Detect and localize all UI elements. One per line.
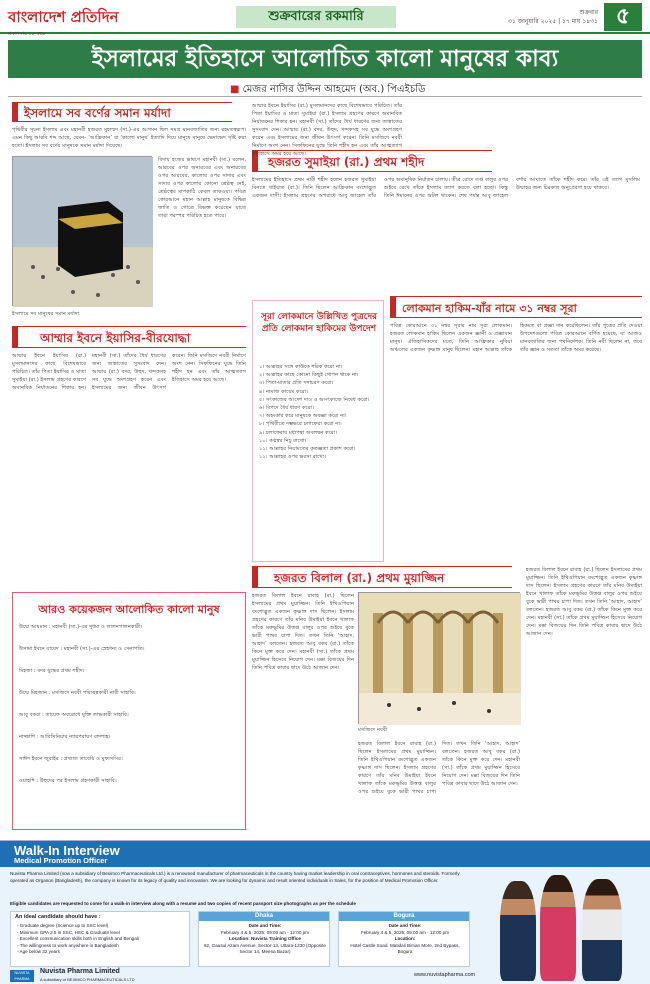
- article-body-bilal-b: হজরত বিলাল ইবনে রাবাহ (রা.) ছিলেন ইসলামের প্রথম মুয়াজ্জিন। তিনি ইথিওপিয়ান বংশোদ্ভূত একজন কৃষ্ণাঙ্গ দাস ছিলেন। ইসলাম গ্রহণের কারণে তাঁর মনিব উমাইয়া ইবনে খালাফ তাঁকে মরুভূমির উত্তপ্ত বালুর ওপর শুইয়ে বুকে ভারী পাথর চাপা দিত। তখন তিনি ‘আহাদ, আহাদ’ বলতেন। হজরত আবু বকর (রা.) তাঁকে কিনে মুক্ত করে দেন। মহানবী (সা.) তাঁকে প্রথম মুয়াজ্জিন হিসেবে নিয়োগ দেন। মক্কা বিজয়ের দিন তিনি পবিত্র কাবার ছাদে উঠে আজান দেন।: [358, 741, 520, 795]
- kaaba-illustration: [13, 157, 153, 307]
- dhaka-loc: 62, Gausul Azam Avenue, Sector-13, Uttara-1230 (Opposite Sector 14, Meena Bazar): [204, 942, 326, 954]
- article-title-bilal: হজরত বিলাল (রা.) প্রথম মুয়াজ্জিন: [274, 571, 445, 585]
- list-item: - Graduate degree (Science up to SSC level): [17, 923, 109, 928]
- lokman-advice-list: [259, 363, 381, 461]
- article-body-bilal-c: হজরত বিলাল ইবনে রাবাহ (রা.) ছিলেন ইসলামের প্রথম মুয়াজ্জিন। তিনি ইথিওপিয়ান বংশোদ্ভূত একজন কৃষ্ণাঙ্গ দাস ছিলেন। ইসলাম গ্রহণের কারণে তাঁর মনিব উমাইয়া ইবনে খালাফ তাঁকে মরুভূমির উত্তপ্ত বালুর ওপর শুইয়ে বুকে ভারী পাথর চাপা দিত। তখন তিনি ‘আহাদ, আহাদ’ বলতেন। হজরত আবু বকর (রা.) তাঁকে কিনে মুক্ত করে দেন। মহানবী (সা.) তাঁকে প্রথম মুয়াজ্জিন হিসেবে নিয়োগ দেন। মক্কা বিজয়ের দিন তিনি পবিত্র কাবার ছাদে উঠে আজান দেন।: [526, 567, 642, 637]
- article-heading-bar: [390, 296, 642, 318]
- article-heading-bar: [12, 102, 232, 122]
- logo-subtitle: প্রকাশনার ১৮ বছর: [8, 31, 46, 37]
- newspaper-logo[interactable]: [8, 6, 119, 39]
- issue-date: [508, 8, 598, 26]
- person-photo: [540, 875, 576, 981]
- dhaka-dt-label: Date and Time:: [248, 923, 282, 928]
- ad-title: Walk-In Interview: [14, 843, 120, 858]
- article-body-sumaiya-a: আম্মার ইবনে ইয়াসির (রা.) মুসলমানদের কাছে বিশেষভাবে পরিচিত। তাঁর পিতা ইয়াসির ও মাতা সুমাইয়া (রা.) ইসলাম গ্রহণের কারণে অমানবিক নির্যাতনের শিকার হন। মহানবী (সা.) তাঁদের ধৈর্য ধারণের জন্য জান্নাতের সুসংবাদ দেন। আম্মার (রা.) বদর, উহুদ, খন্দকসহ সব যুদ্ধে অংশগ্রহণ করেন এবং ইসলামের জন্য জীবন উৎসর্গ করেন। তিনি মসজিদে নববী নির্মাণে অংশ নেন। সিফফিনের যুদ্ধে তিনি শহীদ হন এবং তাঁর আত্মত্যাগ ইতিহাসে অমর হয়ে আছে।: [252, 103, 402, 157]
- page-number: ৫: [604, 3, 642, 31]
- dhaka-details: [203, 923, 327, 956]
- person-photo: [500, 881, 536, 981]
- ad-subtitle: Medical Promotion Officer: [14, 856, 108, 865]
- list-item: ২। আল্লাহর কাছে কোনো কিছুই গোপন থাকে না।: [259, 372, 359, 379]
- ideal-list: [17, 923, 189, 956]
- article-body-sumaiya: ইসলামের ইতিহাসে প্রথম নারী শহীদ হলেন হজরত সুমাইয়া বিনতে খাইয়াত (রা.)। তিনি ছিলেন আফ্রিকান বংশোদ্ভূত একজন দাসী। ইসলাম গ্রহণের অপরাধে আবু জাহেল তাঁর ওপর অমানুষিক নির্যাতন চালায়। তীব্র রোদে তপ্ত বালুর ওপর শুইয়ে রেখে তাঁকে ইসলাম ত্যাগ করতে বলা হতো। কিন্তু তিনি ঈমানের ওপর অটল থাকেন। শেষ পর্যন্ত আবু জাহেল বর্শার আঘাতে তাঁকে শহীদ করে। তাঁর এই ত্যাগ মুসলিম উম্মাহর জন্য চিরকাল অনুপ্রেরণা হয়ে থাকবে।: [252, 177, 640, 199]
- list-item: ৭। অহংকার করে মানুষকে অবজ্ঞা করো না।: [259, 413, 347, 420]
- ad-eligibility: Eligible candidates are requested to come for a walk-in interview along with a resume and two copies of recent passport size photographs as per the schedule: [10, 901, 356, 906]
- list-item: - The willingness to work anywhere in Bangladesh: [17, 942, 119, 948]
- bogura-loc-label: Location:: [394, 936, 416, 941]
- list-item: - Excellent communication skills both in English and Bengali: [17, 936, 139, 941]
- issue-date-text: ৩১ জানুয়ারি ২০২৫ | ১৭ মাঘ ১৪৩১: [508, 18, 598, 25]
- list-item: ৪। নামাজ কায়েম করো।: [259, 388, 308, 395]
- mosque-photo: [358, 592, 520, 724]
- lokman-advice-box: [252, 300, 384, 562]
- list-item: ওয়াহশি : উহুদের পর ইসলাম গ্রহণকারী সাহাবি।: [19, 778, 117, 784]
- mosque-illustration: [359, 593, 521, 725]
- dhaka-heading: Dhaka: [199, 912, 329, 921]
- author-bullet-icon: ■: [230, 84, 240, 95]
- list-item: ৩। পিতা-মাতার প্রতি সদাচরণ করো।: [259, 380, 334, 387]
- person-photo: [582, 879, 622, 981]
- article-title-ammar: আম্মার ইবনে ইয়াসির-বীরযোদ্ধা: [40, 331, 191, 345]
- list-item: ৫। সৎকাজের আদেশ দাও ও অসৎকাজে নিষেধ করো।: [259, 396, 370, 403]
- list-item: ১০। কণ্ঠস্বর নিচু রাখো।: [259, 437, 307, 444]
- list-item: ১১। আল্লাহর নিয়ামতের কৃতজ্ঞতা প্রকাশ করো।: [259, 446, 356, 453]
- company-name: Nuvista Pharma Limited: [40, 968, 120, 975]
- article-body-lokman: পবিত্র কোরআনে ৩১ নম্বর সূরার নাম সূরা লোকমান। হজরত লোকমান হাকিম ছিলেন একজন জ্ঞানী ও প্রজ্ঞাবান মানুষ। ঐতিহাসিকদের মতে, তিনি আফ্রিকার নুবিয়া অঞ্চলের একজন কৃষ্ণাঙ্গ মানুষ ছিলেন। মহান আল্লাহ তাঁকে হিকমত বা প্রজ্ঞা দান করেছিলেন। তাঁর পুত্রের প্রতি দেওয়া উপদেশগুলো পবিত্র কোরআনে বর্ণিত হয়েছে, যা আজও মানবজাতির জন্য পথনির্দেশক। তিনি নবী ছিলেন না, তবে তাঁর জ্ঞান ও সততা তাঁকে অমর করেছে।: [390, 323, 642, 353]
- ideal-title: An ideal candidate should have :: [15, 914, 101, 920]
- article-body-islam: পৃথিবীর সূচনা ইসলাম এবং মহানবী হজরত মুহাম্মদ (সা.)-এর আগমন ছিল সমগ্র মানবজাতির জন্য রহমতস্বরূপ। এমন কিছু আরবি শব্দ আছে, যেমন- ‘আফ্রিকান’ বা ‘কালো মানুষ’ ইত্যাদি দিয়ে মানুষে মানুষে ভেদাভেদ সৃষ্টি করা হতো। ইসলাম সব বর্ণের মানুষকে সমান মর্যাদা দিয়েছে।: [12, 127, 246, 149]
- issue-day: শুক্রবার: [579, 9, 598, 16]
- article-body-islam-cont: বিদায় হজের ভাষণে মহানবী (সা.) বলেন, আরবের ওপর অনারবের এবং অনারবের ওপর আরবের, কালোর ওপর সাদার এবং সাদার ওপর কালোর কোনো শ্রেষ্ঠত্ব নেই, শ্রেষ্ঠত্বের মাপকাঠি কেবল তাকওয়া। পবিত্র কোরআনে মহান আল্লাহ মানুষকে বিভিন্ন জাতি ও গোত্রে বিভক্ত করেছেন যাতে তারা পরস্পর পরিচিত হতে পারে।: [158, 157, 246, 219]
- article-title-sumaiya: হজরত সুমাইয়া (রা.) প্রথম শহীদ: [268, 155, 425, 169]
- article-body-bilal-a: হজরত বিলাল ইবনে রাবাহ (রা.) ছিলেন ইসলামের প্রথম মুয়াজ্জিন। তিনি ইথিওপিয়ান বংশোদ্ভূত একজন কৃষ্ণাঙ্গ দাস ছিলেন। ইসলাম গ্রহণের কারণে তাঁর মনিব উমাইয়া ইবনে খালাফ তাঁকে মরুভূমির উত্তপ্ত বালুর ওপর শুইয়ে বুকে ভারী পাথর চাপা দিত। তখন তিনি ‘আহাদ, আহাদ’ বলতেন। হজরত আবু বকর (রা.) তাঁকে কিনে মুক্ত করে দেন। মহানবী (সা.) তাঁকে প্রথম মুয়াজ্জিন হিসেবে নিয়োগ দেন। মক্কা বিজয়ের দিন তিনি পবিত্র কাবার ছাদে উঠে আজান দেন।: [252, 593, 354, 671]
- bogura-heading: Bogura: [339, 912, 469, 921]
- dhaka-schedule: [198, 911, 330, 967]
- list-item: উম্মে আয়মান : মহানবী (সা.)-এর দুধমা ও লালনপালনকারী।: [19, 624, 143, 630]
- ad-header: [0, 841, 650, 867]
- article-title-lokman: লোকমান হাকিম-যাঁর নামে ৩১ নম্বর সূরা: [402, 302, 577, 315]
- list-item: সাঈদ ইবনে জুবাইর : প্রখ্যাত তাবেয়ি ও মুফাসসির।: [19, 756, 123, 762]
- logo-text: বাংলাদেশ প্রতিদিন: [8, 8, 119, 26]
- bogura-schedule: [338, 911, 470, 967]
- article-body-ammar: আম্মার ইবনে ইয়াসির (রা.) মুসলমানদের কাছে বিশেষভাবে পরিচিত। তাঁর পিতা ইয়াসির ও মাতা সুমাইয়া (রা.) ইসলাম গ্রহণের কারণে অমানবিক নির্যাতনের শিকার হন। মহানবী (সা.) তাঁদের ধৈর্য ধারণের জন্য জান্নাতের সুসংবাদ দেন। আম্মার (রা.) বদর, উহুদ, খন্দকসহ সব যুদ্ধে অংশগ্রহণ করেন এবং ইসলামের জন্য জীবন উৎসর্গ করেন। তিনি মসজিদে নববী নির্মাণে অংশ নেন। সিফফিনের যুদ্ধে তিনি শহীদ হন এবং তাঁর আত্মত্যাগ ইতিহাসে অমর হয়ে আছে।: [12, 353, 246, 391]
- article-heading-bar: [12, 326, 246, 348]
- brand-text: NUVISTA PHARMA: [14, 971, 30, 981]
- mosque-caption: মসজিদে নববী: [358, 727, 388, 733]
- bogura-loc: Hotel Castle Soad, Matidali Biman More, 2nd Bypass, Bogura: [350, 942, 460, 954]
- ideal-candidate-box: [10, 911, 190, 967]
- lokman-box-title: সূরা লোকমানে উল্লিখিত পুত্রদের প্রতি লোকমান হাকিমের উপদেশ: [260, 312, 377, 334]
- dhaka-dt: February 4 & 5, 2025; 09:00 am - 12:00 pm: [220, 929, 310, 935]
- main-title: ইসলামের ইতিহাসে আলোচিত কালো মানুষের কাব্য: [8, 40, 642, 78]
- list-item: ৯। চলাফেরায় মধ্যপন্থা অবলম্বন করো।: [259, 429, 337, 436]
- company-subsidiary: A subsidiary of BEXIMCO PHARMACEUTICALS LTD: [40, 977, 135, 982]
- list-item: ৮। পৃথিবীতে দম্ভভরে চলাফেরা করো না।: [259, 421, 342, 428]
- author-name: মেজর নাসির উদ্দিন আহমেদ (অব.) পিএইচডি: [242, 84, 426, 95]
- others-box: [12, 592, 246, 830]
- list-item: নাজ্জাশি : আবিসিনিয়ার ন্যায়পরায়ণ বাদশাহ।: [19, 734, 111, 740]
- list-item: - Minimum GPA 2.5 in SSC, HSC & Graduate level: [17, 929, 120, 935]
- page-header: [0, 0, 650, 37]
- list-item: ৬। বিপদে ধৈর্য ধারণ করো।: [259, 405, 314, 412]
- list-item: - Age below 32 years: [17, 949, 60, 954]
- list-item: মিহজা : বদর যুদ্ধের প্রথম শহীদ।: [19, 668, 85, 674]
- dhaka-loc-label: Location: Nuvista Training Office: [229, 936, 301, 941]
- list-item: ১২। আল্লাহর ওপর ভরসা রাখো।: [259, 454, 327, 461]
- kaaba-photo: [12, 156, 152, 306]
- kaaba-caption: ইসলামে সব মানুষের সমান মর্যাদা: [12, 311, 80, 317]
- bogura-details: [343, 923, 467, 956]
- bogura-dt-label: Date and Time:: [388, 923, 422, 928]
- divider: [8, 96, 642, 97]
- article-heading-bar: [252, 566, 512, 588]
- others-list: [19, 623, 241, 786]
- company-website[interactable]: www.nuvistapharma.com: [414, 972, 476, 978]
- section-name: শুক্রবারের রকমারি: [236, 6, 396, 28]
- list-item: উম্মে মিহজান : মসজিদে নববী পরিচ্ছন্নকারী নারী সাহাবি।: [19, 690, 136, 696]
- others-box-title: আরও কয়েকজন আলোকিত কালো মানুষ: [38, 603, 220, 616]
- job-advertisement: [0, 840, 650, 984]
- article-title-islam: ইসলামে সব বর্ণের সমান মর্যাদা: [24, 106, 171, 120]
- list-item: আবু বকরা : তায়েফ অবরোধে মুক্তি লাভকারী সাহাবি।: [19, 712, 129, 718]
- list-item: ১। আল্লাহর সঙ্গে কাউকে শরিক করো না।: [259, 364, 343, 370]
- bogura-dt: February 4 & 5, 2025; 09:00 am - 12:00 pm: [360, 929, 450, 935]
- company-logo: [10, 970, 34, 982]
- list-item: উসামা ইবনে যায়েদ : মহানবী (সা.)-এর স্নেহধন্য ও সেনাপতি।: [19, 646, 145, 652]
- ad-intro: Nuvista Pharma Limited (now a subsidiary of Beximco Pharmaceuticals Ltd.) is a renowned manufacturer of pharmaceuticals in the country having market leadership in oral contraceptives, hormones and steroids. Formerly operated as Organon (Bangladesh), the company is known for its legacy of quality and innovation. We are looking for dynamic and result oriented individuals in Sales, for the position of Medical Promotion Officer.: [10, 871, 460, 883]
